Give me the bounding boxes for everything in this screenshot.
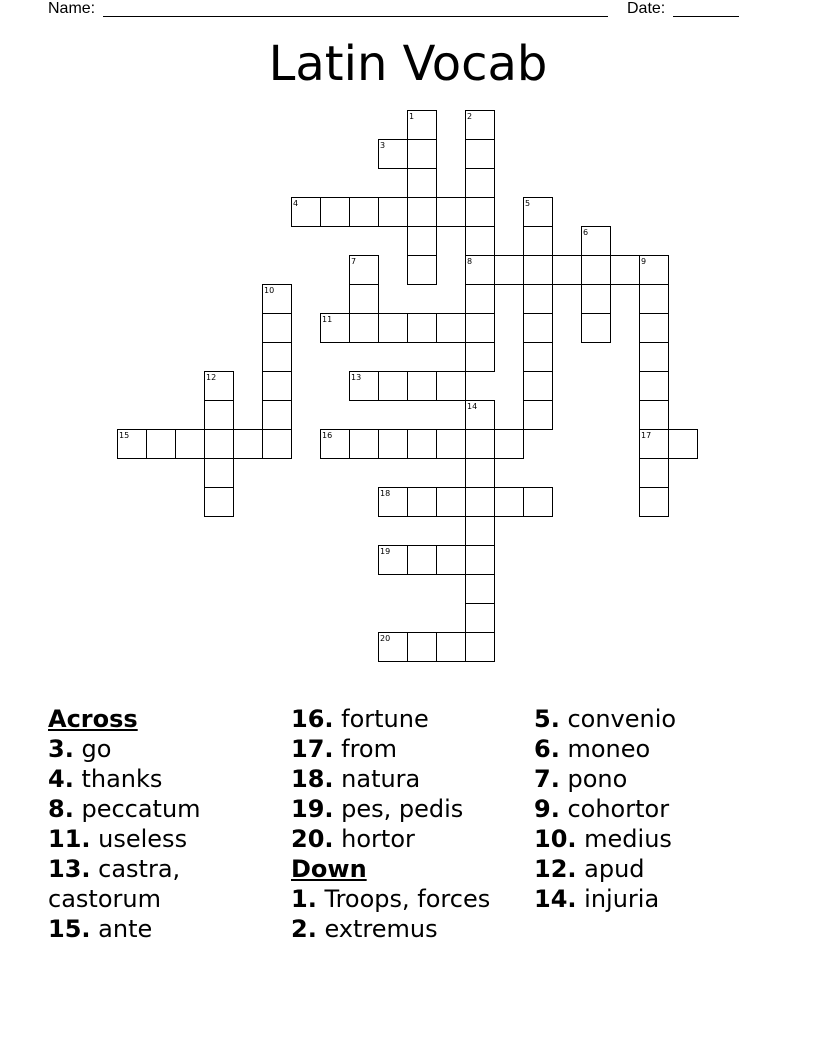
clue-section-heading: Down <box>291 855 367 883</box>
grid-cell[interactable] <box>320 313 350 343</box>
grid-cell[interactable] <box>465 197 495 227</box>
grid-cell[interactable] <box>436 197 466 227</box>
clue-item <box>534 824 764 854</box>
clue-item-text: pono <box>559 765 628 793</box>
grid-cell[interactable] <box>639 400 669 430</box>
grid-cell[interactable] <box>436 371 466 401</box>
clue-item <box>291 704 521 734</box>
grid-cell[interactable] <box>262 400 292 430</box>
grid-cell[interactable] <box>523 284 553 314</box>
grid-cell[interactable] <box>407 632 437 662</box>
grid-cell[interactable] <box>465 139 495 169</box>
clue-item-number: 9. <box>534 795 560 823</box>
grid-cell[interactable] <box>639 371 669 401</box>
grid-cell[interactable] <box>581 226 611 256</box>
grid-cell[interactable] <box>523 487 553 517</box>
clue-item-number: 12. <box>534 855 577 883</box>
grid-cell[interactable] <box>146 429 176 459</box>
clue-item-number: 10. <box>534 825 577 853</box>
clue-section-heading: Across <box>48 705 138 733</box>
clue-item-text: cohortor <box>559 795 670 823</box>
grid-cell[interactable] <box>436 429 466 459</box>
clue-item-number: 5. <box>534 705 560 733</box>
grid-cell[interactable] <box>465 632 495 662</box>
grid-cell[interactable] <box>639 313 669 343</box>
grid-cell[interactable] <box>436 545 466 575</box>
grid-cell[interactable] <box>581 255 611 285</box>
grid-cell[interactable] <box>552 255 582 285</box>
clue-number: 10 <box>264 286 275 295</box>
grid-cell[interactable] <box>523 400 553 430</box>
grid-cell[interactable] <box>175 429 205 459</box>
grid-cell[interactable] <box>639 458 669 488</box>
clue-number: 8 <box>467 257 473 266</box>
clue-item-text: convenio <box>559 705 677 733</box>
clue-item <box>291 794 521 824</box>
grid-cell[interactable] <box>436 632 466 662</box>
clue-number: 20 <box>380 634 391 643</box>
clue-item <box>534 854 764 884</box>
grid-cell[interactable] <box>465 400 495 430</box>
clue-item <box>291 764 521 794</box>
grid-cell[interactable] <box>523 197 553 227</box>
grid-cell[interactable] <box>407 371 437 401</box>
name-label: Name: <box>48 0 96 17</box>
grid-cell[interactable] <box>465 458 495 488</box>
grid-cell[interactable] <box>465 226 495 256</box>
grid-cell[interactable] <box>407 313 437 343</box>
grid-cell[interactable] <box>523 342 553 372</box>
grid-cell[interactable] <box>262 342 292 372</box>
clue-item <box>48 734 278 764</box>
grid-cell[interactable] <box>262 429 292 459</box>
grid-cell[interactable] <box>407 139 437 169</box>
grid-cell[interactable] <box>407 197 437 227</box>
clue-item <box>534 764 764 794</box>
grid-cell[interactable] <box>117 429 147 459</box>
clue-number: 12 <box>206 373 217 382</box>
clue-number: 16 <box>322 431 333 440</box>
grid-cell[interactable] <box>436 313 466 343</box>
grid-cell[interactable] <box>581 313 611 343</box>
clue-item-text: thanks <box>73 765 163 793</box>
grid-cell[interactable] <box>465 255 495 285</box>
grid-cell[interactable] <box>349 197 379 227</box>
clue-item-text: medius <box>576 825 672 853</box>
clue-number: 4 <box>293 199 299 208</box>
grid-cell[interactable] <box>465 574 495 604</box>
grid-cell[interactable] <box>465 429 495 459</box>
clue-item-text: fortune <box>333 705 429 733</box>
grid-cell[interactable] <box>262 371 292 401</box>
grid-cell[interactable] <box>523 255 553 285</box>
grid-cell[interactable] <box>465 313 495 343</box>
clue-number: 9 <box>641 257 647 266</box>
grid-cell[interactable] <box>465 516 495 546</box>
clues-column-1 <box>48 704 278 944</box>
grid-cell[interactable] <box>349 284 379 314</box>
grid-cell[interactable] <box>291 197 321 227</box>
clue-item <box>291 914 521 944</box>
grid-cell[interactable] <box>465 545 495 575</box>
clue-item-number: 7. <box>534 765 560 793</box>
clue-item-number: 14. <box>534 885 577 913</box>
clue-item <box>48 794 278 824</box>
grid-cell[interactable] <box>407 255 437 285</box>
clue-item <box>534 734 764 764</box>
grid-cell[interactable] <box>407 487 437 517</box>
grid-cell[interactable] <box>639 429 669 459</box>
clue-number: 14 <box>467 402 478 411</box>
clue-item-text: from <box>333 735 397 763</box>
clue-item <box>534 704 764 734</box>
clues-column-2 <box>291 704 521 944</box>
grid-cell[interactable] <box>523 313 553 343</box>
clue-item <box>534 794 764 824</box>
clue-item-text: natura <box>333 765 421 793</box>
clue-item-number: 19. <box>291 795 334 823</box>
clue-number: 13 <box>351 373 362 382</box>
grid-cell[interactable] <box>523 371 553 401</box>
clue-item-number: 2. <box>291 915 317 943</box>
clue-item-number: 20. <box>291 825 334 853</box>
clue-item <box>534 884 764 914</box>
grid-cell[interactable] <box>436 487 466 517</box>
grid-cell[interactable] <box>378 313 408 343</box>
grid-cell[interactable] <box>262 313 292 343</box>
clue-number: 11 <box>322 315 333 324</box>
clue-number: 3 <box>380 141 386 150</box>
grid-cell[interactable] <box>320 197 350 227</box>
clue-item-number: 11. <box>48 825 91 853</box>
grid-cell[interactable] <box>581 284 611 314</box>
page-title: Latin Vocab <box>268 36 548 92</box>
clue-item-text: Troops, forces <box>316 885 491 913</box>
grid-cell[interactable] <box>204 458 234 488</box>
clue-item-text: hortor <box>333 825 415 853</box>
clue-item <box>48 824 278 854</box>
clue-item <box>291 884 521 914</box>
clues-column-3 <box>534 704 764 914</box>
clue-item-number: 8. <box>48 795 74 823</box>
grid-cell[interactable] <box>407 168 437 198</box>
clue-item-text: useless <box>90 825 188 853</box>
grid-cell[interactable] <box>233 429 263 459</box>
grid-cell[interactable] <box>349 429 379 459</box>
grid-cell[interactable] <box>378 197 408 227</box>
clue-item-text: moneo <box>559 735 651 763</box>
clue-item <box>291 734 521 764</box>
clue-item-number: 15. <box>48 915 91 943</box>
grid-cell[interactable] <box>320 429 350 459</box>
clue-number: 15 <box>119 431 130 440</box>
clue-item-number: 6. <box>534 735 560 763</box>
clue-item-number: 1. <box>291 885 317 913</box>
grid-cell[interactable] <box>378 632 408 662</box>
grid-cell[interactable] <box>465 342 495 372</box>
grid-cell[interactable] <box>204 429 234 459</box>
clue-number: 5 <box>525 199 531 208</box>
grid-cell[interactable] <box>465 603 495 633</box>
clue-item-text: injuria <box>576 885 660 913</box>
grid-cell[interactable] <box>407 545 437 575</box>
clue-item-text: go <box>73 735 112 763</box>
grid-cell[interactable] <box>349 255 379 285</box>
clue-item <box>291 824 521 854</box>
clue-item-number: 13. <box>48 855 91 883</box>
grid-cell[interactable] <box>610 255 640 285</box>
grid-cell[interactable] <box>465 487 495 517</box>
grid-cell[interactable] <box>407 110 437 140</box>
grid-cell[interactable] <box>262 284 292 314</box>
clue-number: 1 <box>409 112 415 121</box>
grid-cell[interactable] <box>494 255 524 285</box>
clue-item <box>48 854 278 914</box>
grid-cell[interactable] <box>378 139 408 169</box>
grid-cell[interactable] <box>465 110 495 140</box>
grid-cell[interactable] <box>204 487 234 517</box>
clue-item-text: pes, pedis <box>333 795 464 823</box>
clue-item-number: 3. <box>48 735 74 763</box>
clue-item-text: extremus <box>316 915 438 943</box>
grid-cell[interactable] <box>378 487 408 517</box>
clue-item-text: peccatum <box>73 795 201 823</box>
grid-cell[interactable] <box>465 284 495 314</box>
grid-cell[interactable] <box>378 545 408 575</box>
grid-cell[interactable] <box>378 429 408 459</box>
clue-item-number: 4. <box>48 765 74 793</box>
clue-number: 7 <box>351 257 357 266</box>
grid-cell[interactable] <box>349 313 379 343</box>
grid-cell[interactable] <box>465 168 495 198</box>
grid-cell[interactable] <box>494 487 524 517</box>
grid-cell[interactable] <box>407 226 437 256</box>
clue-item-text: apud <box>576 855 645 883</box>
grid-cell[interactable] <box>494 429 524 459</box>
clue-number: 19 <box>380 547 391 556</box>
clue-number: 18 <box>380 489 391 498</box>
clue-number: 6 <box>583 228 589 237</box>
grid-cell[interactable] <box>639 342 669 372</box>
clue-number: 17 <box>641 431 652 440</box>
clue-item-number: 16. <box>291 705 334 733</box>
grid-cell[interactable] <box>668 429 698 459</box>
grid-cell[interactable] <box>639 284 669 314</box>
date-label: Date: <box>627 0 666 17</box>
grid-cell[interactable] <box>523 226 553 256</box>
clue-item <box>48 764 278 794</box>
clue-item-number: 17. <box>291 735 334 763</box>
clue-item-text: castra, castorum <box>48 855 181 913</box>
clue-number: 2 <box>467 112 473 121</box>
grid-cell[interactable] <box>639 255 669 285</box>
clue-item-number: 18. <box>291 765 334 793</box>
clue-item <box>48 914 278 944</box>
grid-cell[interactable] <box>407 429 437 459</box>
grid-cell[interactable] <box>378 371 408 401</box>
clue-item-text: ante <box>90 915 153 943</box>
grid-cell[interactable] <box>204 400 234 430</box>
grid-cell[interactable] <box>349 371 379 401</box>
grid-cell[interactable] <box>204 371 234 401</box>
grid-cell[interactable] <box>639 487 669 517</box>
